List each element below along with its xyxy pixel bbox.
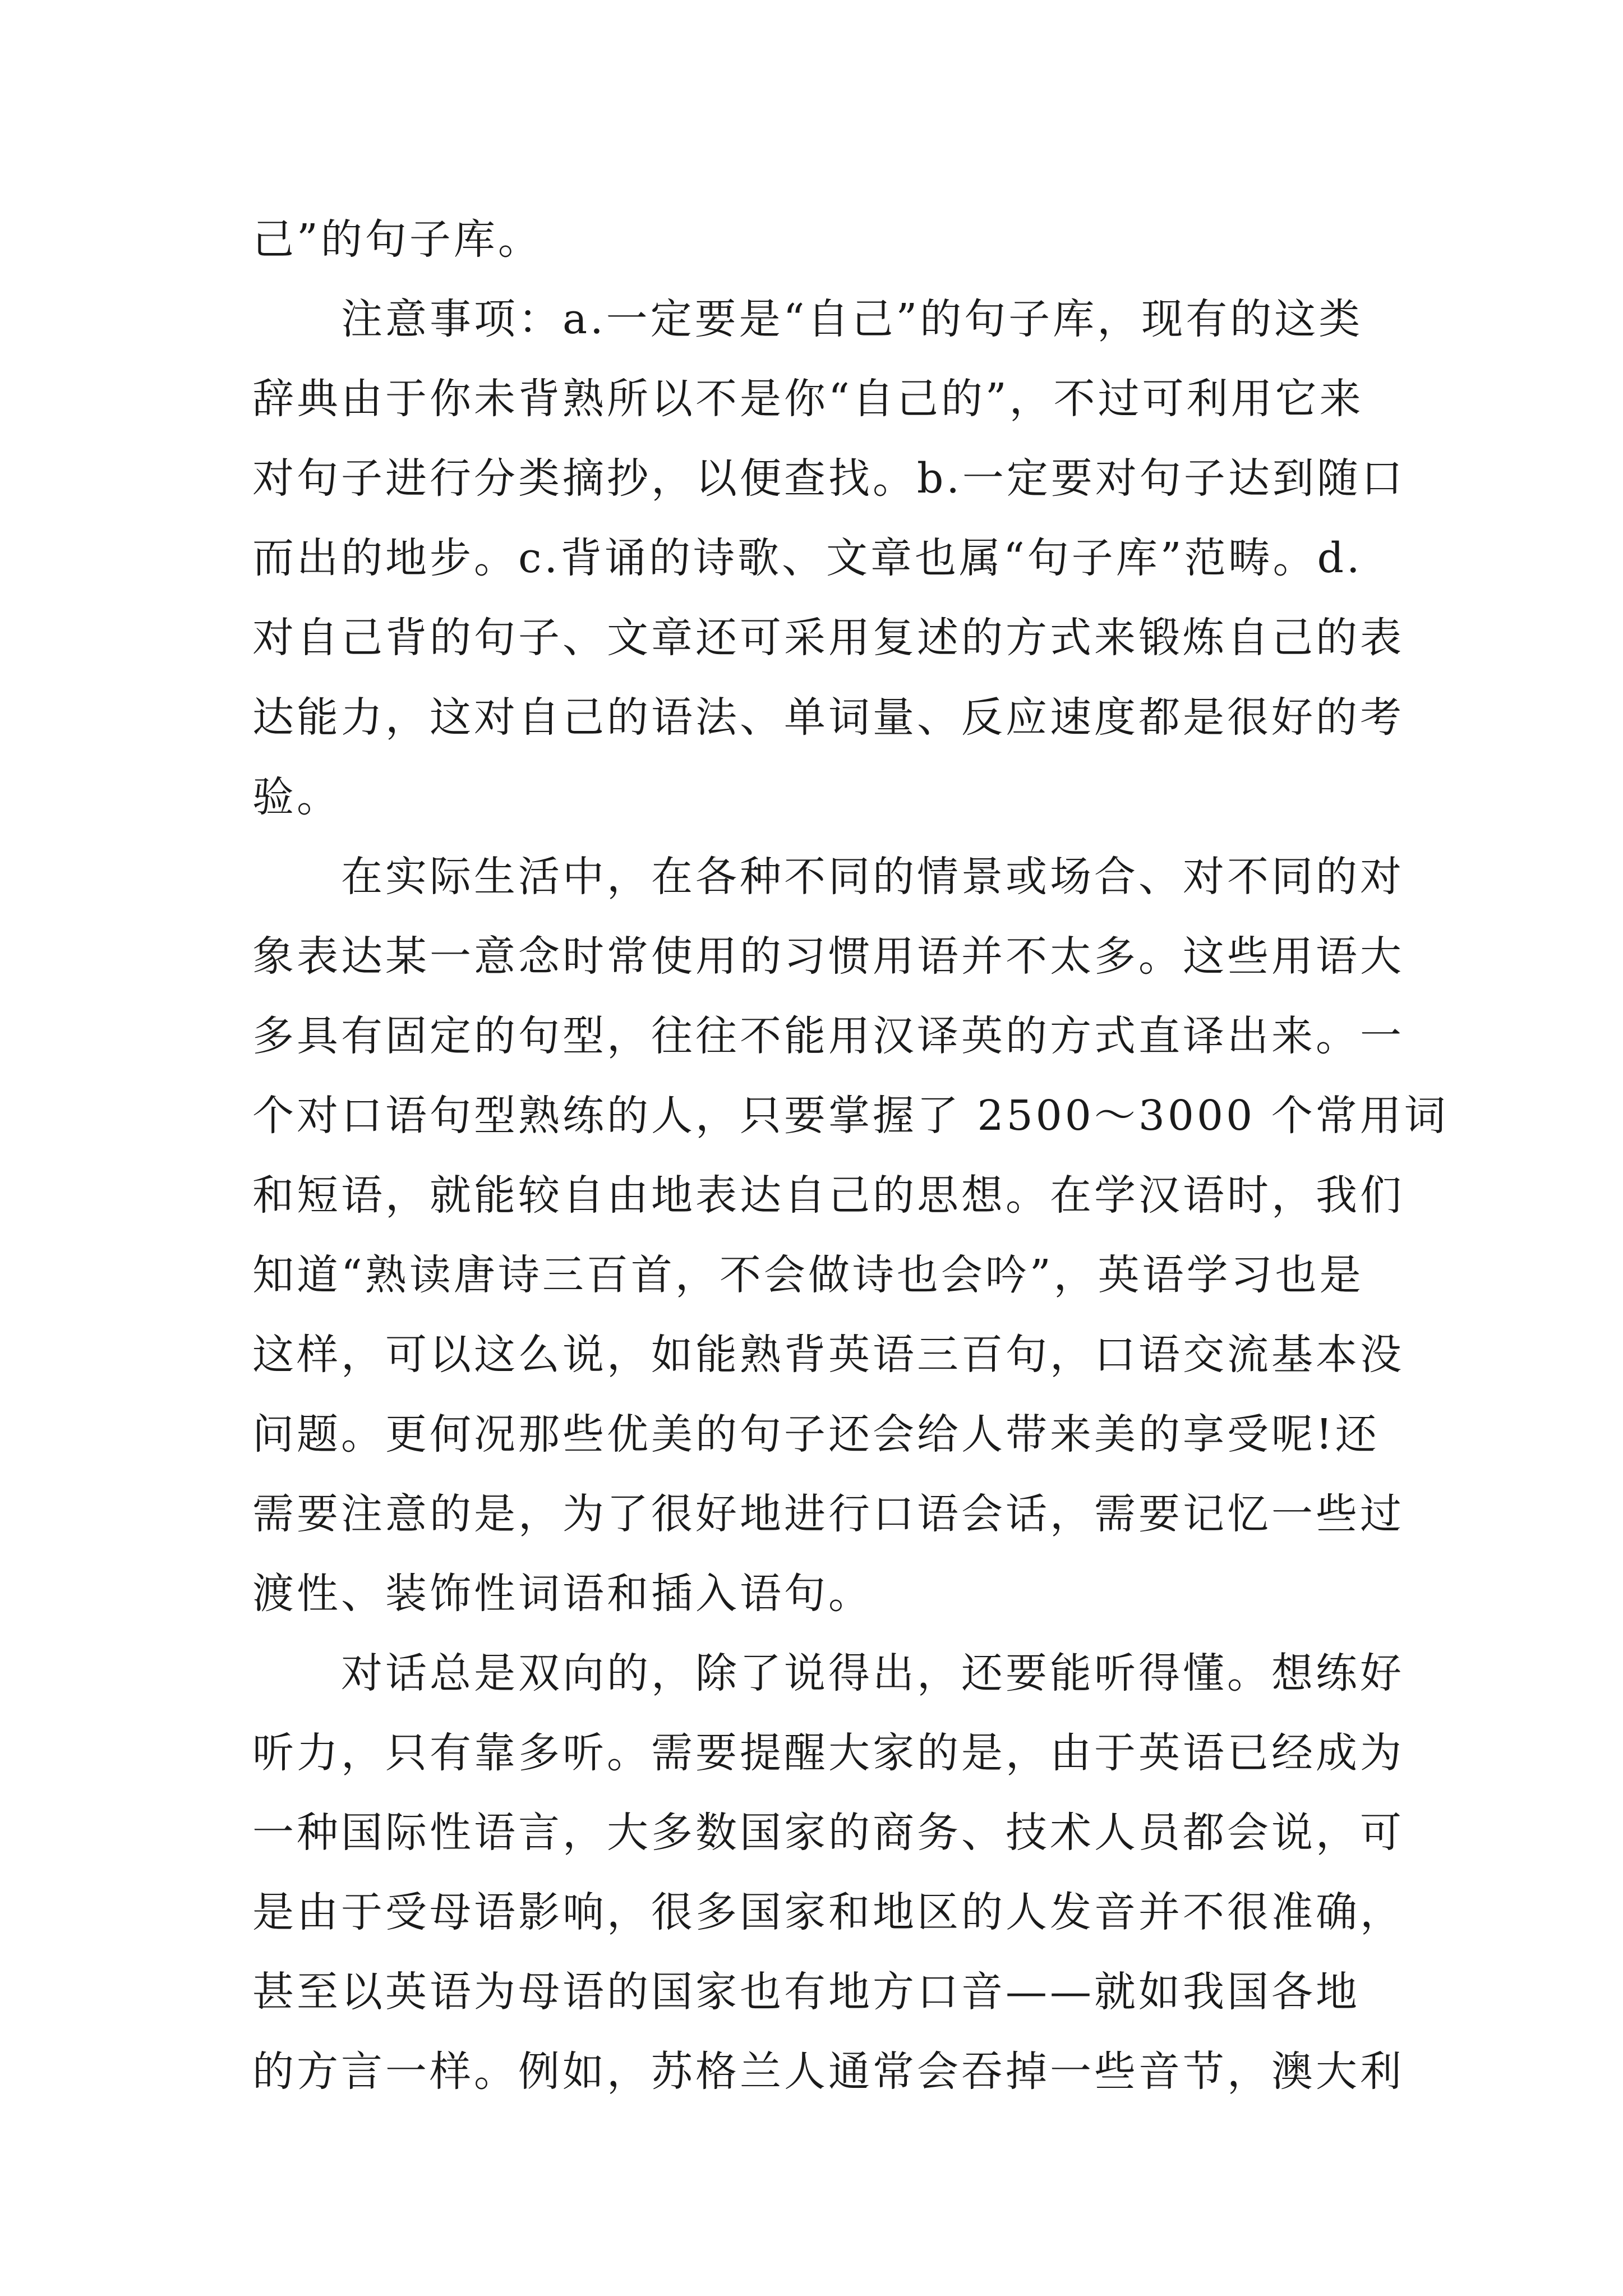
text-line: 辞典由于你未背熟所以不是你“自己的”，不过可利用它来 — [252, 375, 1364, 423]
text-line: 而出的地步。c.背诵的诗歌、文章也属“句子库”范畴。d. — [252, 534, 1363, 582]
text-line: 在实际生活中，在各种不同的情景或场合、对不同的对 — [252, 853, 1404, 901]
text-line: 听力，只有靠多听。需要提醒大家的是，由于英语已经成为 — [252, 1729, 1404, 1777]
text-line: 多具有固定的句型，往往不能用汉译英的方式直译出来。一 — [252, 1012, 1404, 1060]
text-line: 个对口语句型熟练的人，只要掌握了 2500～3000 个常用词 — [252, 1092, 1449, 1140]
text-line: 甚至以英语为母语的国家也有地方口音——就如我国各地 — [252, 1968, 1360, 2016]
text-line: 对句子进行分类摘抄，以便查找。b.一定要对句子达到随口 — [252, 454, 1405, 503]
text-line: 验。 — [252, 773, 341, 821]
text-line: 一种国际性语言，大多数国家的商务、技术人员都会说，可 — [252, 1809, 1404, 1857]
text-line: 问题。更何况那些优美的句子还会给人带来美的享受呢!还 — [252, 1410, 1380, 1458]
text-line: 象表达某一意念时常使用的习惯用语并不太多。这些用语大 — [252, 932, 1404, 981]
text-line: 是由于受母语影响，很多国家和地区的人发音并不很准确， — [252, 1888, 1404, 1936]
text-line: 己”的句子库。 — [252, 215, 542, 264]
text-line: 达能力，这对自己的语法、单词量、反应速度都是很好的考 — [252, 693, 1404, 742]
text-line: 渡性、装饰性词语和插入语句。 — [252, 1570, 873, 1618]
text-line: 这样，可以这么说，如能熟背英语三百句，口语交流基本没 — [252, 1331, 1404, 1379]
text-line: 的方言一样。例如，苏格兰人通常会吞掉一些音节，澳大利 — [252, 2047, 1404, 2096]
text-line: 注意事项：a.一定要是“自己”的句子库，现有的这类 — [252, 295, 1363, 343]
text-line: 对话总是双向的，除了说得出，还要能听得懂。想练好 — [252, 1649, 1404, 1697]
text-line: 知道“熟读唐诗三百首，不会做诗也会吟”，英语学习也是 — [252, 1251, 1364, 1299]
text-line: 需要注意的是，为了很好地进行口语会话，需要记忆一些过 — [252, 1490, 1404, 1538]
text-line: 对自己背的句子、文章还可采用复述的方式来锻炼自己的表 — [252, 614, 1404, 662]
body-text — [252, 200, 1449, 2111]
text-line: 和短语，就能较自由地表达自己的思想。在学汉语时，我们 — [252, 1171, 1404, 1220]
